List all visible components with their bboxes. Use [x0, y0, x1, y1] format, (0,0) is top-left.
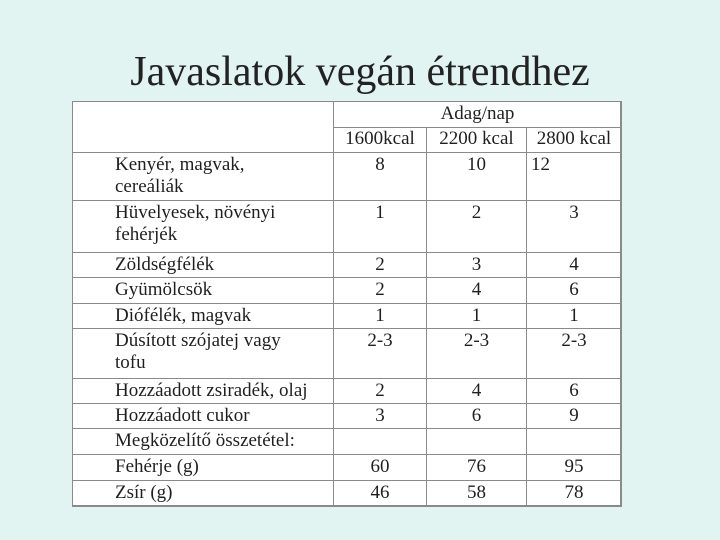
row-label	[73, 329, 334, 379]
table-row	[73, 455, 622, 481]
value-cell: 3	[427, 253, 527, 278]
value-cell: 95	[527, 455, 622, 481]
value-cell: 3	[334, 404, 427, 429]
value-cell: 1	[527, 304, 622, 329]
table-row	[73, 404, 622, 429]
row-label-line: tofu	[115, 352, 146, 373]
row-label-line: fehérjék	[115, 224, 178, 245]
empty-cell	[427, 429, 527, 455]
value-cell: 3	[527, 201, 622, 253]
group-header-cell	[334, 102, 622, 128]
column-header-1600: 1600kcal	[334, 128, 427, 153]
value-cell: 2	[334, 278, 427, 304]
value-cell: 1	[334, 201, 427, 253]
table-row	[73, 153, 622, 201]
row-label-line: cereáliák	[115, 176, 184, 197]
value-cell: 78	[527, 481, 622, 507]
value-cell: 8	[334, 153, 427, 201]
value-cell: 2-3	[427, 329, 527, 379]
table-row	[73, 481, 622, 507]
row-label: Zöldségfélék	[73, 253, 334, 278]
group-header-label: Adag/nap	[440, 103, 515, 124]
value-cell: 6	[527, 278, 622, 304]
row-label	[73, 153, 334, 201]
row-label-line: Dúsított szójatej vagy	[115, 330, 281, 351]
empty-cell	[334, 429, 427, 455]
slide-title: Javaslatok vegán étrendhez	[130, 49, 590, 95]
value-cell: 10	[427, 153, 527, 201]
column-header-2200: 2200 kcal	[427, 128, 527, 153]
value-cell: 4	[527, 253, 622, 278]
value-cell: 1	[427, 304, 527, 329]
group-header-row	[73, 102, 622, 128]
vegan-diet-table	[72, 101, 622, 507]
row-label-line: Hüvelyesek, növényi	[115, 202, 276, 223]
value-cell: 4	[427, 379, 527, 404]
table-row	[73, 329, 622, 379]
value-cell: 58	[427, 481, 527, 507]
table-row	[73, 201, 622, 253]
value-cell: 6	[427, 404, 527, 429]
value-cell: 6	[527, 379, 622, 404]
row-label: Hozzáadott zsiradék, olaj	[73, 379, 334, 404]
row-label: Diófélék, magvak	[73, 304, 334, 329]
corner-cell	[73, 102, 334, 153]
empty-cell	[527, 429, 622, 455]
value-cell: 2	[334, 379, 427, 404]
row-label-line: Kenyér, magvak,	[115, 154, 245, 175]
value-cell: 76	[427, 455, 527, 481]
value-cell: 4	[427, 278, 527, 304]
section-label: Megközelítő összetétel:	[73, 429, 334, 455]
value-cell: 60	[334, 455, 427, 481]
table-row	[73, 278, 622, 304]
table-row	[73, 304, 622, 329]
value-cell: 2	[427, 201, 527, 253]
value-cell: 2	[334, 253, 427, 278]
column-header-2800: 2800 kcal	[527, 128, 622, 153]
section-row	[73, 429, 622, 455]
row-label: Gyümölcsök	[73, 278, 334, 304]
table-row	[73, 379, 622, 404]
value-cell: 2-3	[334, 329, 427, 379]
value-cell: 12	[527, 153, 622, 201]
value-cell: 2-3	[527, 329, 622, 379]
value-cell: 1	[334, 304, 427, 329]
value-cell: 9	[527, 404, 622, 429]
value-cell: 46	[334, 481, 427, 507]
table-row	[73, 253, 622, 278]
row-label: Zsír (g)	[73, 481, 334, 507]
row-label: Fehérje (g)	[73, 455, 334, 481]
row-label: Hozzáadott cukor	[73, 404, 334, 429]
row-label	[73, 201, 334, 253]
